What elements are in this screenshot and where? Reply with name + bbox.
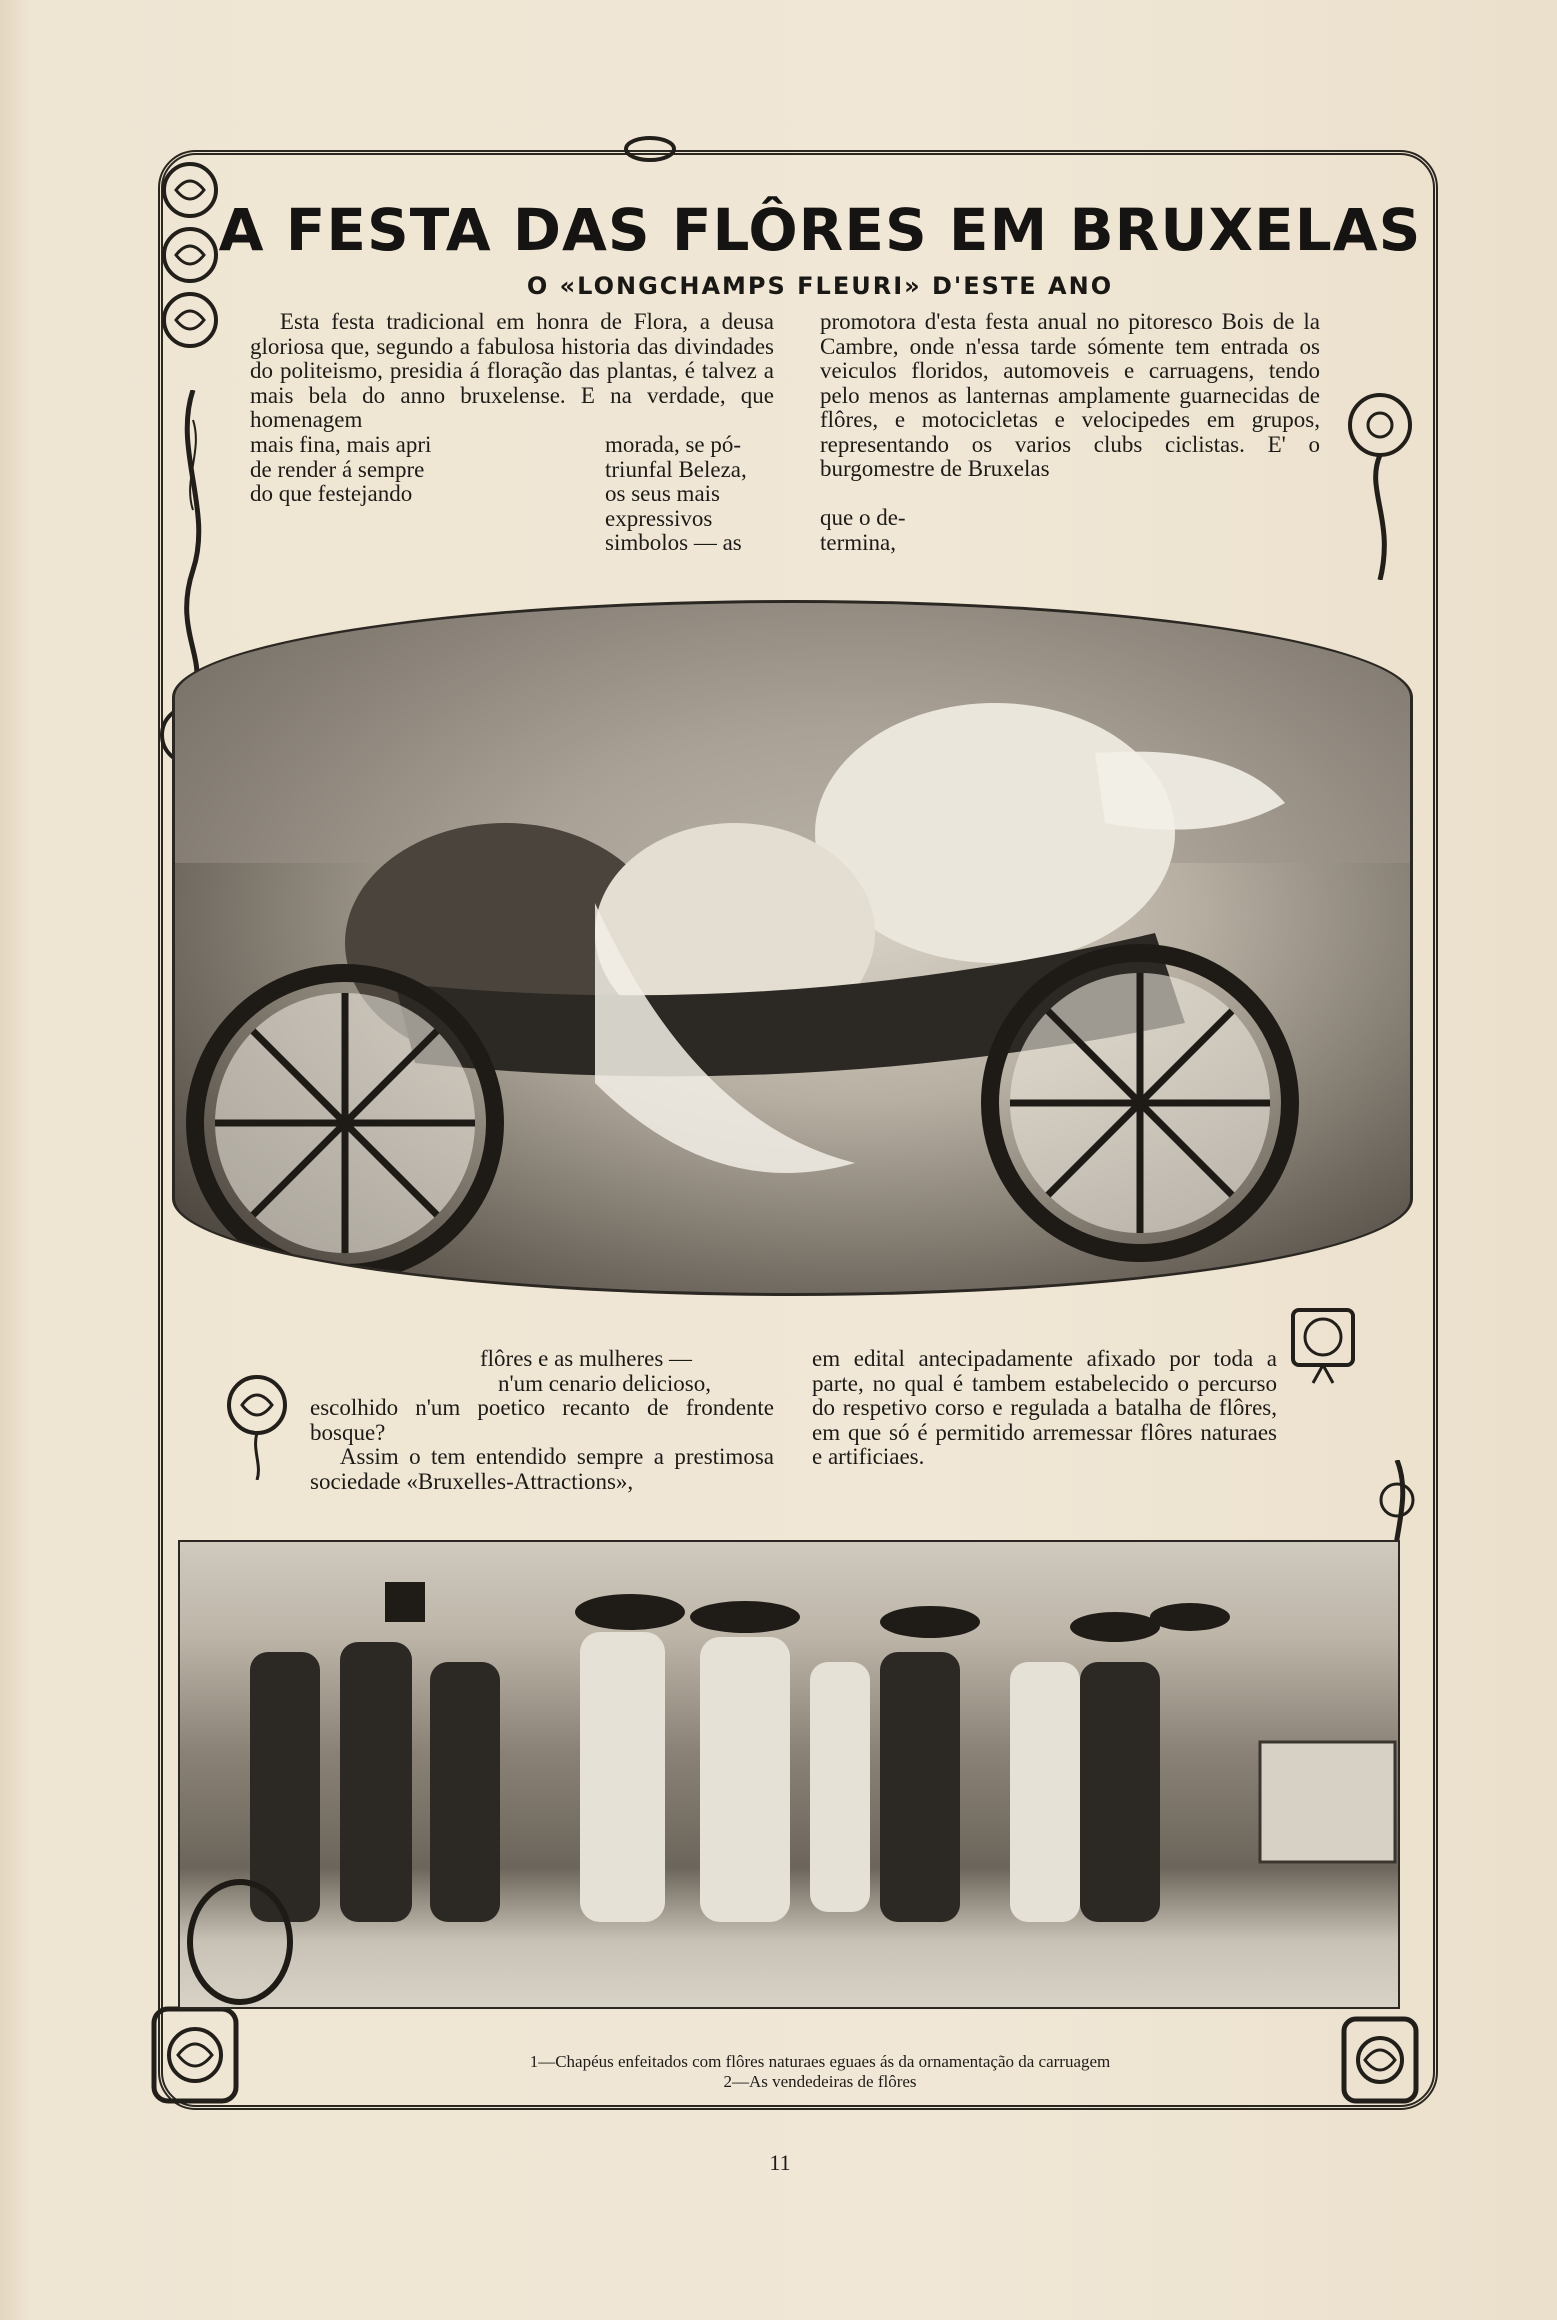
text-line: expressivos — [605, 505, 713, 531]
flower-ornament-right-icon — [1335, 380, 1425, 580]
caption-line-2: 2—As vendedeiras de flôres — [723, 2072, 917, 2091]
text-line: morada, se pó- — [605, 432, 742, 457]
text-line: n'um cenario delicioso, — [498, 1370, 711, 1396]
text-line: escolhido n'um poetico recanto de frondente bosque? — [310, 1395, 774, 1445]
article-title: A FESTA DAS FLÔRES EM BRUXELAS — [218, 196, 1422, 264]
article-subtitle: O «LONGCHAMPS FLEURI» D'ESTE ANO — [526, 272, 1114, 300]
page-number: 11 — [769, 2150, 791, 2175]
text-line: mais fina, mais apri — [250, 432, 432, 457]
column-2-bottom-text: em edital antecipadamente afixado por toda a parte, no qual é tambem estabelecido o percurso do respetivo corso e regulada a batalha de flôres, em que só é permitido arremessar flôres naturaes e artificiaes. — [812, 1346, 1277, 1469]
column-1-top-paragraph: Esta festa tradicional em honra de Flora, a deusa gloriosa que, segundo a fabulosa historia das divindades do politeismo, presidia á floração das plantas, é talvez a mais bela do anno bruxelense. E na verdade, que homenagem — [250, 309, 774, 432]
top-ornament-icon — [620, 134, 680, 164]
rose-ornament-right-mid-icon — [1288, 1305, 1358, 1385]
text-line: de render á sempre — [250, 456, 425, 482]
column-1-top-left-lines — [250, 433, 470, 507]
caption-line-1: 1—Chapéus enfeitados com flôres naturaes eguaes ás da ornamentação da carruagem — [529, 2052, 1111, 2071]
rose-ornament-left-lower-icon — [222, 1370, 292, 1480]
column-1-top-text — [250, 310, 774, 433]
carriage-photo — [172, 600, 1413, 1296]
text-line: que o de- — [820, 505, 906, 530]
column-1-bottom-lead — [480, 1347, 774, 1396]
text-line: flôres e as mulheres — — [480, 1346, 693, 1371]
text-line: do que festejando — [250, 481, 413, 506]
text-line: os seus mais — [605, 481, 720, 506]
text-line: simbolos — as — [605, 530, 742, 555]
column-2-top-tail — [820, 506, 940, 555]
column-2-top-text: promotora d'esta festa anual no pitoresco Bois de la Cambre, onde n'essa tarde sómente tem entrada os veiculos floridos, automoveis e carruagens, tendo pelo menos as lanternas amplamente guarnecidas de flôres, e motocicletas e velocipedes em grupos, representando os varios clubs ciclistas. E' o burgomestre de Bruxelas — [820, 309, 1320, 481]
flower-sellers-photo — [178, 1540, 1400, 2009]
text-line: termina, — [820, 529, 896, 555]
text-line: triunfal Beleza, — [605, 456, 747, 482]
photo-captions — [200, 2052, 1440, 2092]
column-1-top-right-lines — [605, 433, 775, 556]
column-1-bottom-text — [310, 1396, 774, 1494]
column-1-bottom-paragraph: Assim o tem entendido sempre a prestimosa sociedade «Bruxelles-Attractions», — [310, 1444, 774, 1494]
